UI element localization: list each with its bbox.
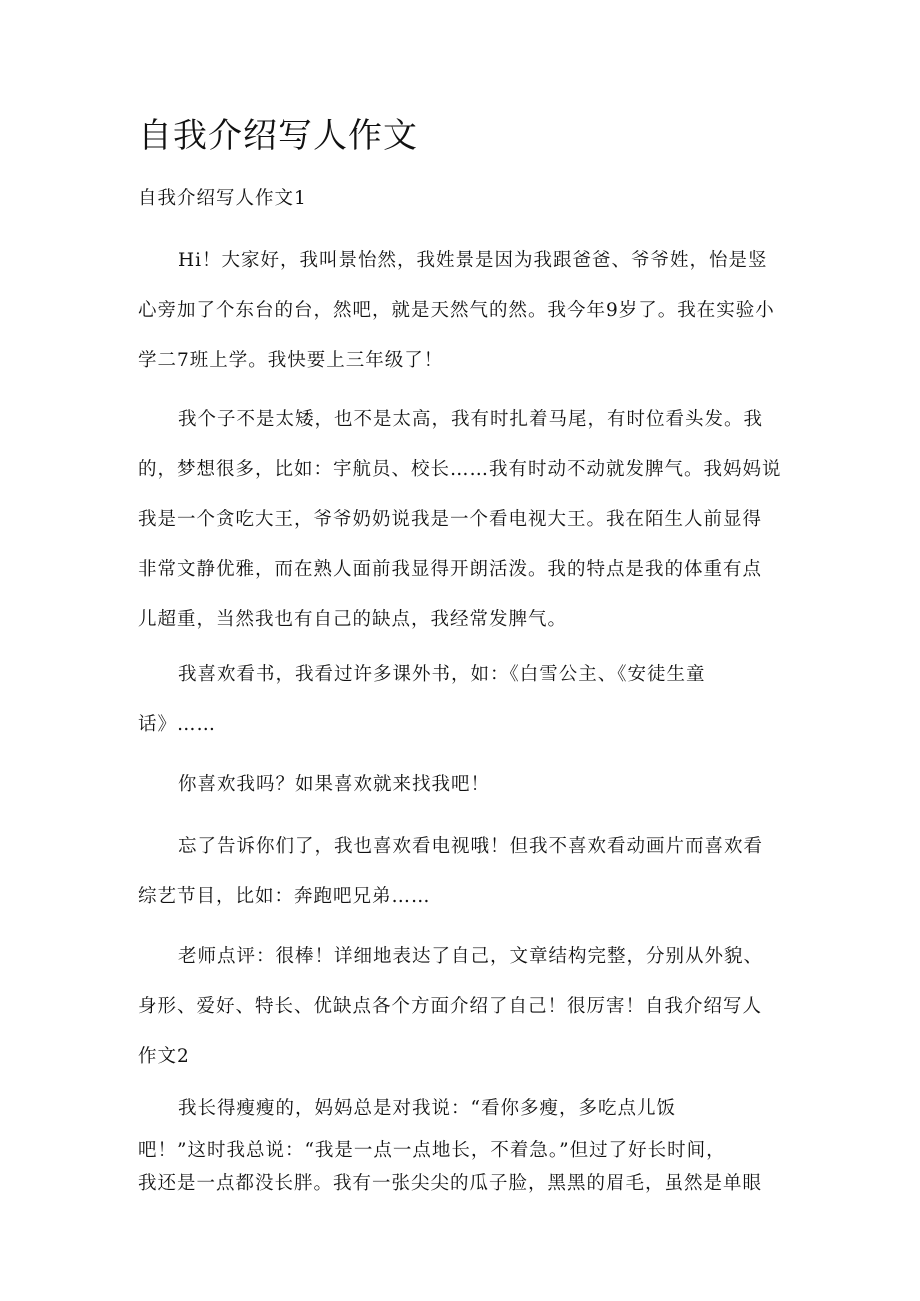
paragraph-introduction	[138, 236, 788, 386]
essay-1-heading: 自我介绍写人作文1	[138, 188, 307, 209]
text-line: 综艺节目，比如：奔跑吧兄弟……	[138, 886, 431, 907]
paragraph-question	[138, 760, 788, 810]
document-title: 自我介绍写人作文	[138, 116, 418, 156]
text-line: 吧！”这时我总说：“我是一点一点地长，不着急。”但过了好长时间，	[138, 1140, 726, 1161]
text-line: 老师点评：很棒！详细地表达了自己，文章结构完整，分别从外貌、	[178, 946, 764, 967]
text-line: 话》……	[138, 714, 217, 735]
text-line: 非常文静优雅，而在熟人面前我显得开朗活泼。我的特点是我的体重有点	[138, 559, 763, 580]
text-line: 我喜欢看书，我看过许多课外书，如：《白雪公主、《安徒生童	[178, 664, 706, 685]
text-line: 学二7班上学。我快要上三年级了！	[138, 350, 444, 371]
text-line: 身形、爱好、特长、优缺点各个方面介绍了自己！很厉害！自我介绍写人	[138, 996, 763, 1017]
paragraph-teacher-comment	[138, 932, 788, 1082]
text-line: 心旁加了个东台的台，然吧，就是天然气的然。我今年9岁了。我在实验小	[138, 300, 775, 321]
text-line: 我还是一点都没长胖。我有一张尖尖的瓜子脸，黑黑的眉毛，虽然是单眼	[138, 1173, 763, 1194]
paragraph-essay-2-continued	[138, 1134, 788, 1200]
text-line: 我长得瘦瘦的，妈妈总是对我说：“看你多瘦，多吃点儿饭	[178, 1098, 676, 1119]
text-line: 我是一个贪吃大王，爷爷奶奶说我是一个看电视大王。我在陌生人前显得	[138, 509, 763, 530]
text-line: Hi！大家好，我叫景怡然，我姓景是因为我跟爸爸、爷爷姓，怡是竖	[178, 250, 768, 271]
paragraph-appearance	[138, 395, 788, 645]
text-line: 的，梦想很多，比如：宇航员、校长……我有时动不动就发脾气。我妈妈说	[138, 459, 782, 480]
paragraph-reading	[138, 650, 788, 750]
paragraph-tv	[138, 822, 788, 922]
text-line: 儿超重，当然我也有自己的缺点，我经常发脾气。	[138, 609, 568, 630]
text-line: 忘了告诉你们了，我也喜欢看电视哦！但我不喜欢看动画片而喜欢看	[178, 836, 764, 857]
text-line: 作文2	[138, 1046, 190, 1067]
text-line: 你喜欢我吗？如果喜欢就来找我吧！	[178, 774, 491, 795]
text-line: 我个子不是太矮，也不是太高，我有时扎着马尾，有时位看头发。我	[178, 409, 764, 430]
